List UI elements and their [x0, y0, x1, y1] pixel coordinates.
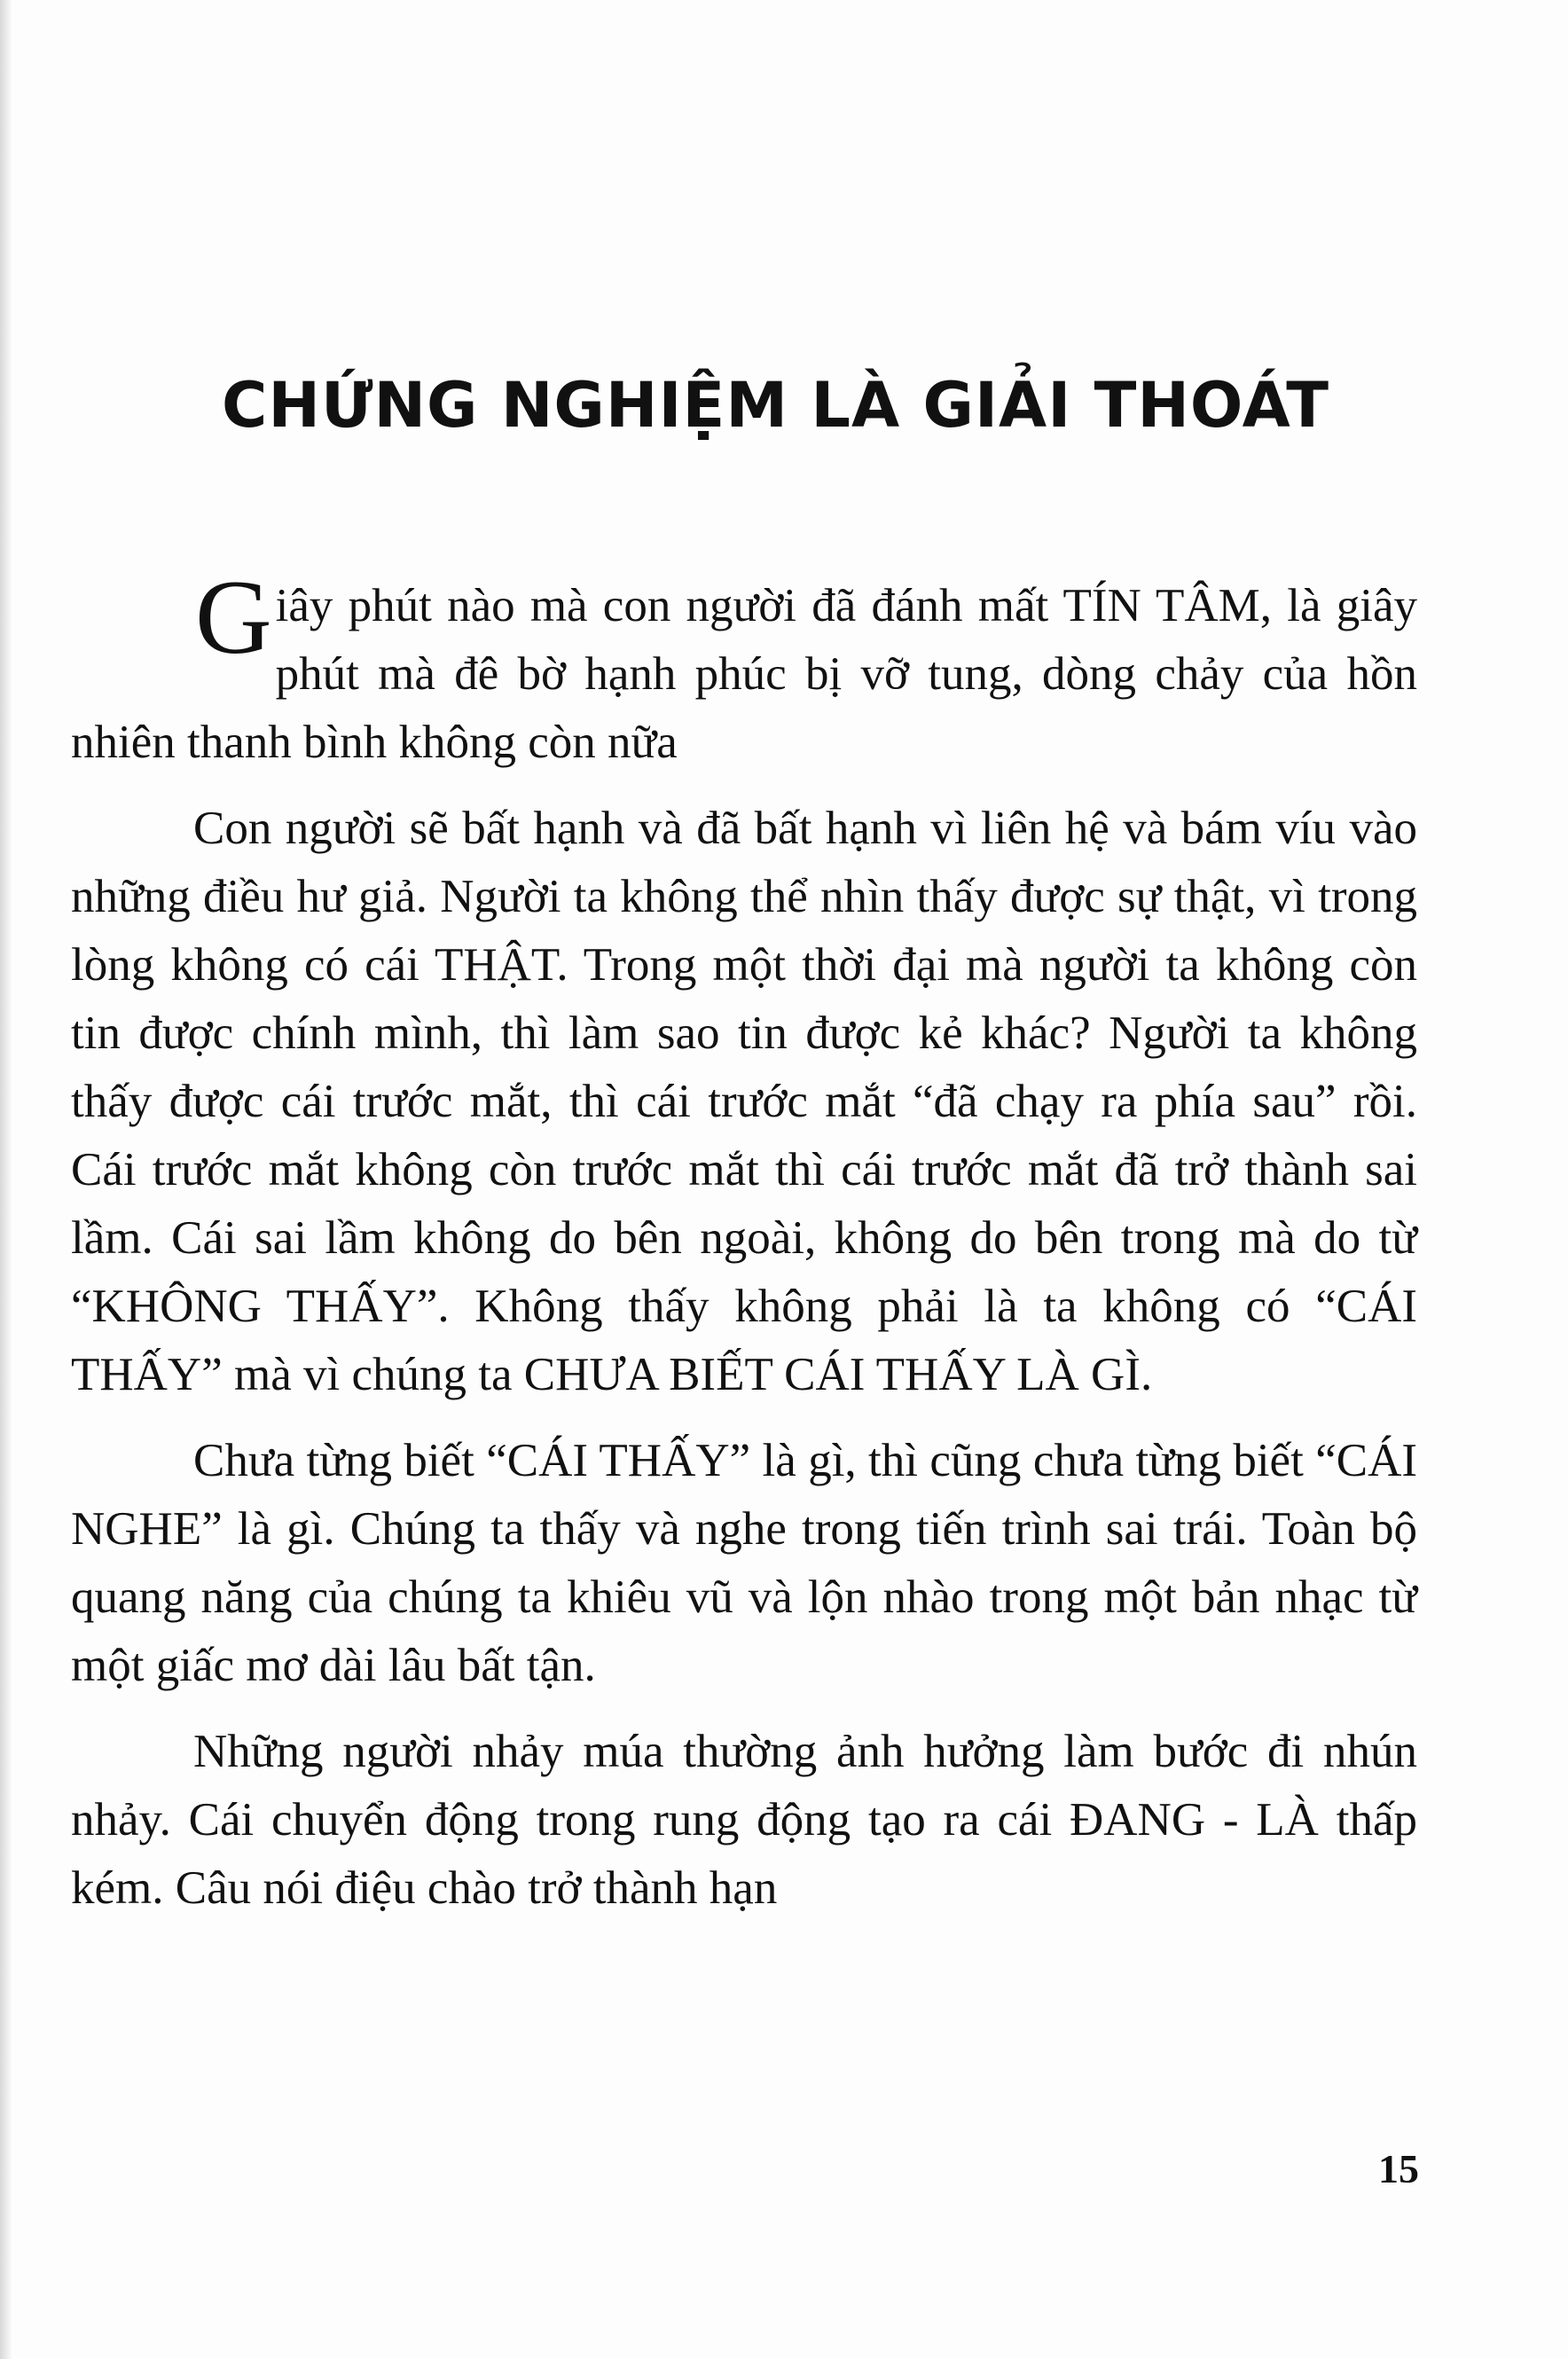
- page-number: 15: [1378, 2146, 1419, 2191]
- paragraph-3: Chưa từng biết “CÁI THẤY” là gì, thì cũng chưa từng biết “CÁI NGHE” là gì. Chúng ta thấy và nghe trong tiến trình sai trái. Toàn bộ quang năng của chúng ta khiêu vũ và lộn nhào trong một bản nhạc từ một giấc mơ dài lâu bất tận.: [71, 1435, 1417, 1691]
- paragraph-1: [71, 558, 1417, 777]
- page-edge-shadow: [0, 0, 12, 2359]
- body-text: [71, 558, 1417, 1940]
- drop-cap: G: [195, 558, 272, 676]
- paragraph-2: Con người sẽ bất hạnh và đã bất hạnh vì liên hệ và bám víu vào những điều hư giả. Người ta không thể nhìn thấy được sự thật, vì trong lòng không có cái THẬT. Trong một thời đại mà người ta không còn tin được chính mình, thì làm sao tin được kẻ khác? Người ta không thấy được cái trước mắt, thì cái trước mắt “đã chạy ra phía sau” rồi. Cái trước mắt không còn trước mắt thì cái trước mắt đã trở thành sai lầm. Cái sai lầm không do bên ngoài, không do bên trong mà do từ “KHÔNG THẤY”. Không thấy không phải là ta không có “CÁI THẤY” mà vì chúng ta CHƯA BIẾT CÁI THẤY LÀ GÌ.: [71, 803, 1417, 1400]
- paragraph-4: Những người nhảy múa thường ảnh hưởng làm bước đi nhún nhảy. Cái chuyển động trong rung động tạo ra cái ĐANG - LÀ thấp kém. Câu nói điệu chào trở thành hạn: [71, 1726, 1417, 1914]
- paragraph-1-text: iây phút nào mà con người đã đánh mất TÍN TÂM, là giây phút mà đê bờ hạnh phúc bị vỡ tung, dòng chảy của hồn nhiên thanh bình không còn nữa: [71, 580, 1417, 768]
- chapter-title: CHỨNG NGHIỆM LÀ GIẢI THOÁT: [222, 369, 1330, 442]
